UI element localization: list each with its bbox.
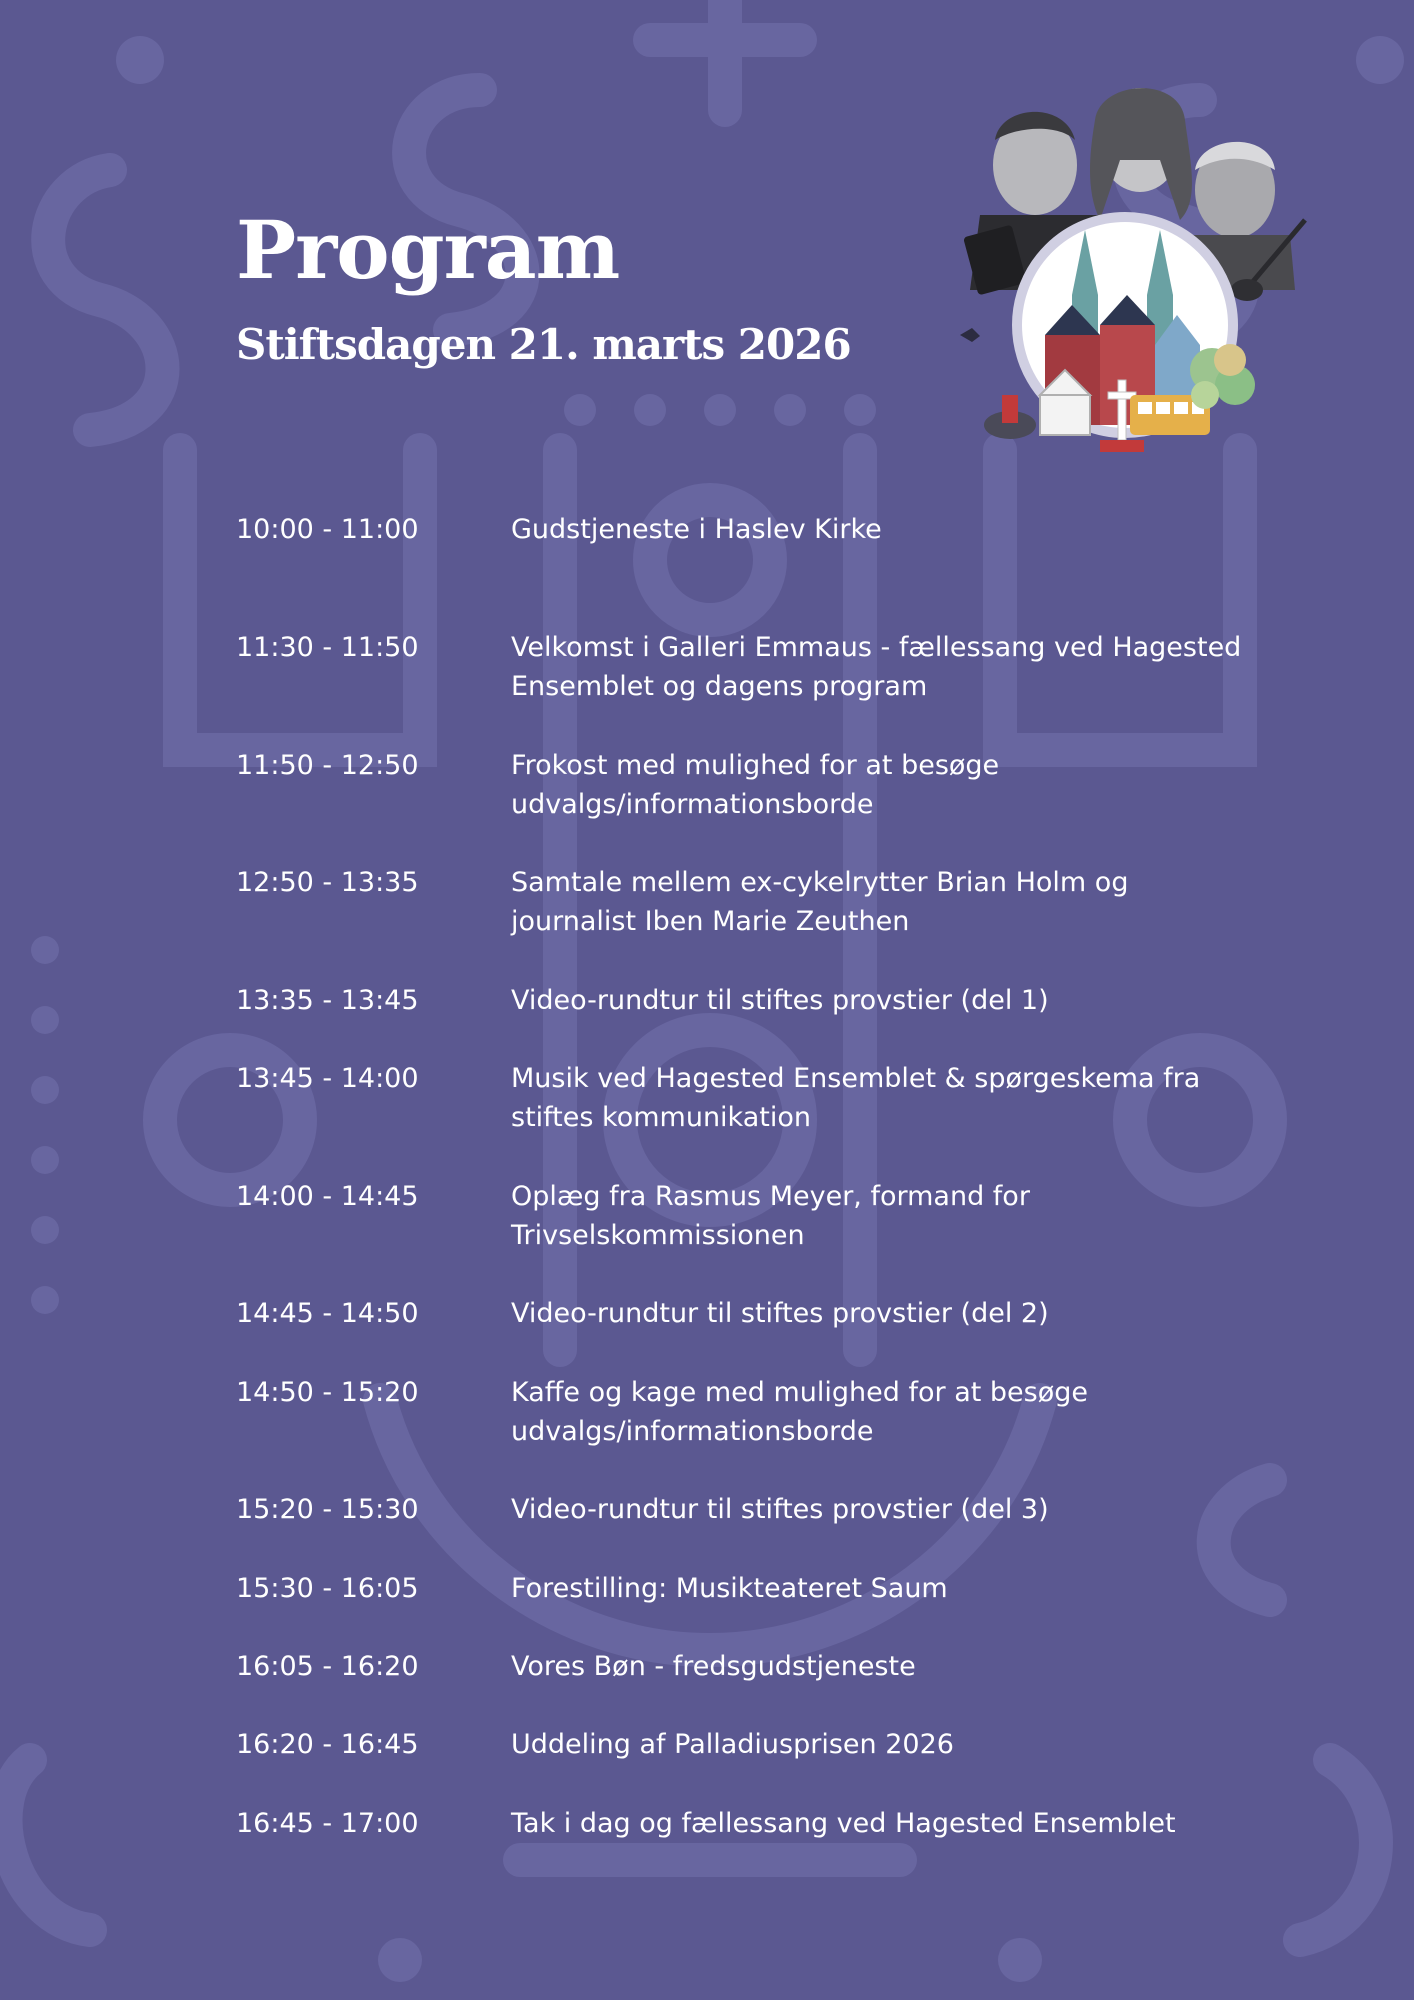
schedule-time: 14:50 - 15:20 [236,1377,419,1408]
schedule-description: Uddeling af Palladiusprisen 2026 [511,1729,954,1760]
schedule-time: 11:50 - 12:50 [236,750,419,781]
schedule-description: Musik ved Hagested Ensemblet & spørgeskema fra stiftes kommunikation [511,1063,1201,1133]
schedule-time: 16:05 - 16:20 [236,1651,419,1682]
schedule-description: Oplæg fra Rasmus Meyer, formand for Trivselskommissionen [511,1181,1030,1251]
schedule-time: 12:50 - 13:35 [236,867,419,898]
schedule-description: Video-rundtur til stiftes provstier (del 3) [511,1494,1049,1525]
schedule-description: Kaffe og kage med mulighed for at besøge udvalgs/informationsborde [511,1377,1088,1447]
portrait-middle [1090,88,1192,220]
schedule-time: 14:45 - 14:50 [236,1298,419,1329]
schedule-time: 15:30 - 16:05 [236,1573,419,1604]
schedule-time: 15:20 - 15:30 [236,1494,419,1525]
schedule-description: Tak i dag og fællessang ved Hagested Ensemblet [511,1808,1176,1839]
schedule-description: Vores Bøn - fredsgudstjeneste [511,1651,916,1682]
schedule-time: 11:30 - 11:50 [236,632,419,663]
page-title: Program [236,203,620,297]
schedule-description: Velkomst i Galleri Emmaus - fællessang ved Hagested Ensemblet og dagens program [511,632,1242,702]
schedule-description: Forestilling: Musikteateret Saum [511,1573,948,1604]
collage-portraits-cathedral-icon [950,80,1330,470]
schedule-description: Samtale mellem ex-cykelrytter Brian Holm og journalist Iben Marie Zeuthen [511,867,1129,937]
schedule-description: Video-rundtur til stiftes provstier (del 2) [511,1298,1049,1329]
schedule-time: 14:00 - 14:45 [236,1181,419,1212]
schedule-description: Gudstjeneste i Haslev Kirke [511,514,882,545]
schedule-description: Video-rundtur til stiftes provstier (del 1) [511,985,1049,1016]
schedule-time: 16:45 - 17:00 [236,1808,419,1839]
schedule-time: 10:00 - 11:00 [236,514,419,545]
page-subtitle: Stiftsdagen 21. marts 2026 [236,320,851,369]
schedule-time: 13:35 - 13:45 [236,985,419,1016]
schedule-description: Frokost med mulighed for at besøge udvalgs/informationsborde [511,750,1000,820]
schedule-time: 16:20 - 16:45 [236,1729,419,1760]
schedule-time: 13:45 - 14:00 [236,1063,419,1094]
